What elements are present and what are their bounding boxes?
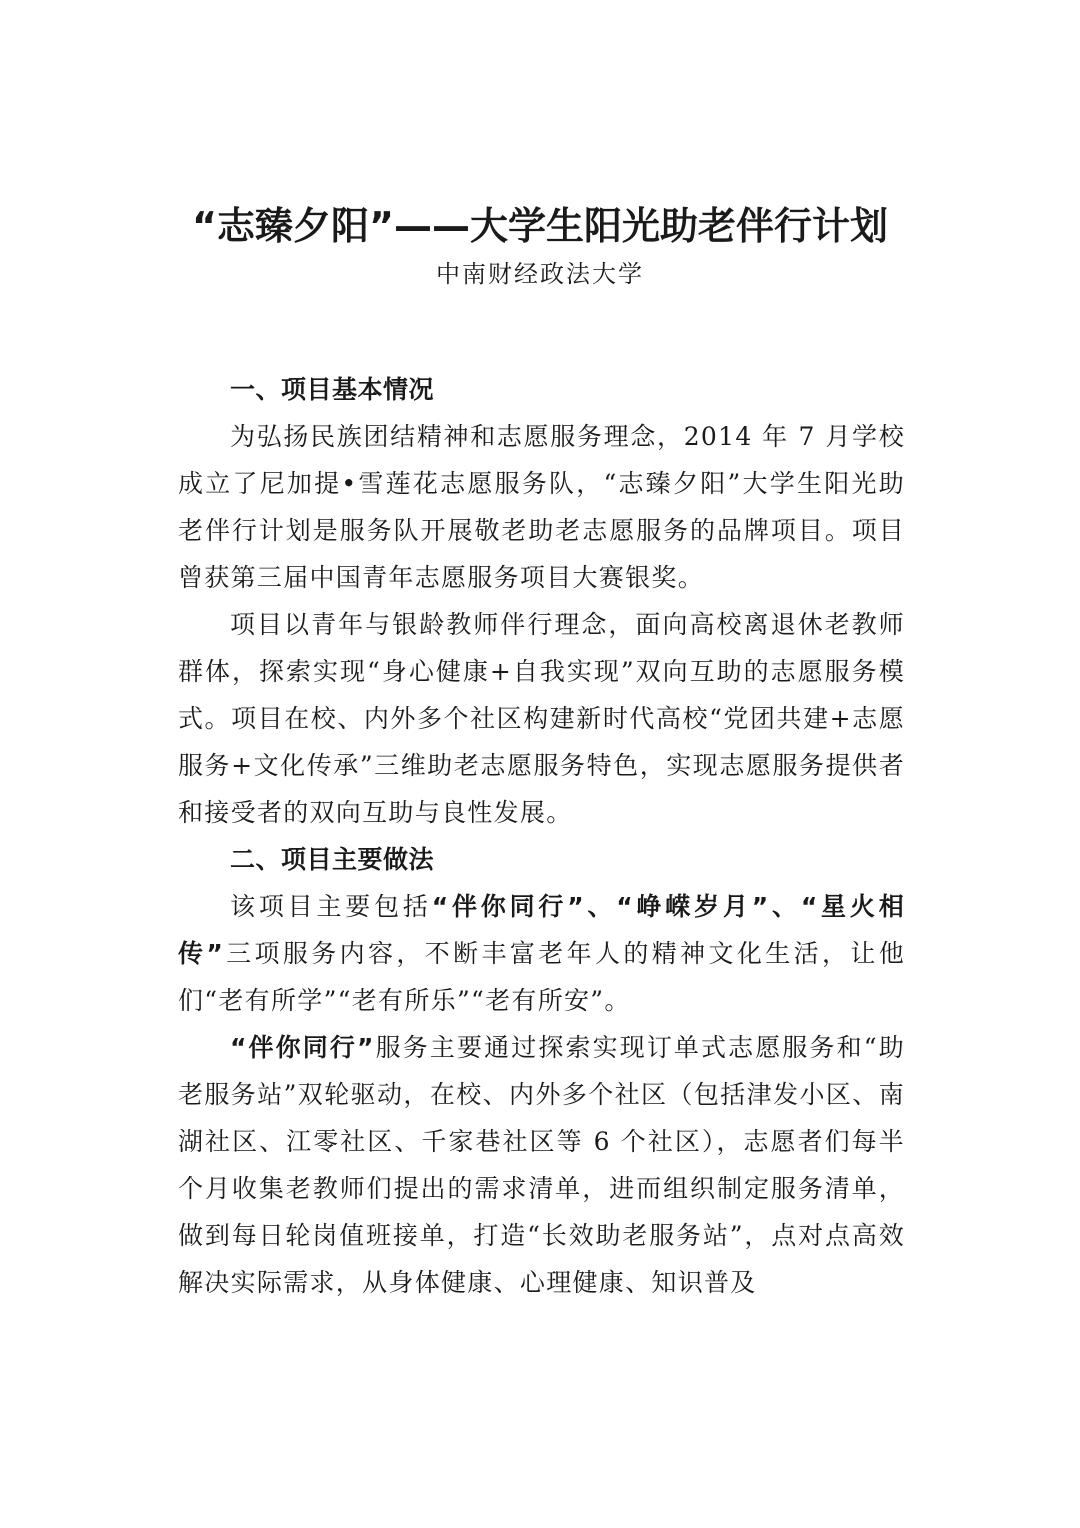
section-heading-main-practices: 二、项目主要做法 bbox=[230, 845, 435, 874]
section-heading-basic-info: 一、项目基本情况 bbox=[230, 375, 435, 404]
document-title: “志臻夕阳”——大学生阳光助老伴行计划 bbox=[192, 204, 888, 248]
paragraph-concept: 项目以青年与银龄教师伴行理念，面向高校离退休老教师群体，探索实现“身心健康+自我实现”双向互助的志愿服务模式。项目在校、内外多个社区构建新时代高校“党团共建+志愿服务+文化传承”三维助老志愿服务特色，实现志愿服务提供者和接受者的双向互助与良性发展。 bbox=[178, 610, 905, 827]
document-body bbox=[178, 366, 905, 1306]
companion-service-bold: “伴你同行” bbox=[230, 1033, 375, 1062]
services-overview-bold: “伴你同行”、“峥嵘岁月”、“星火相传” bbox=[178, 892, 905, 968]
companion-service-rest: 服务主要通过探索实现订单式志愿服务和“助老服务站”双轮驱动，在校、内外多个社区（包括津发小区、南湖社区、江零社区、千家巷社区等 6 个社区），志愿者们每半个月收集老教师们提出的需求清单，进而组织制定服务清单，做到每日轮岗值班接单，打造“长效助老服务站”，点对点高效解决实际需求，从身体健康、心理健康、知识普及 bbox=[178, 1033, 905, 1297]
paragraph-companion-service bbox=[178, 1024, 905, 1306]
paragraph-intro: 为弘扬民族团结精神和志愿服务理念，2014 年 7 月学校成立了尼加提•雪莲花志愿服务队，“志臻夕阳”大学生阳光助老伴行计划是服务队开展敬老助老志愿服务的品牌项目。项目曾获第三届中国青年志愿服务项目大赛银奖。 bbox=[178, 422, 905, 592]
paragraph-services-overview bbox=[178, 883, 905, 1024]
services-overview-rest: 三项服务内容，不断丰富老年人的精神文化生活，让他们“老有所学”“老有所乐”“老有所安”。 bbox=[178, 939, 906, 1015]
services-overview-lead: 该项目主要包括 bbox=[230, 892, 432, 921]
document-subtitle: 中南财经政法大学 bbox=[436, 260, 644, 288]
